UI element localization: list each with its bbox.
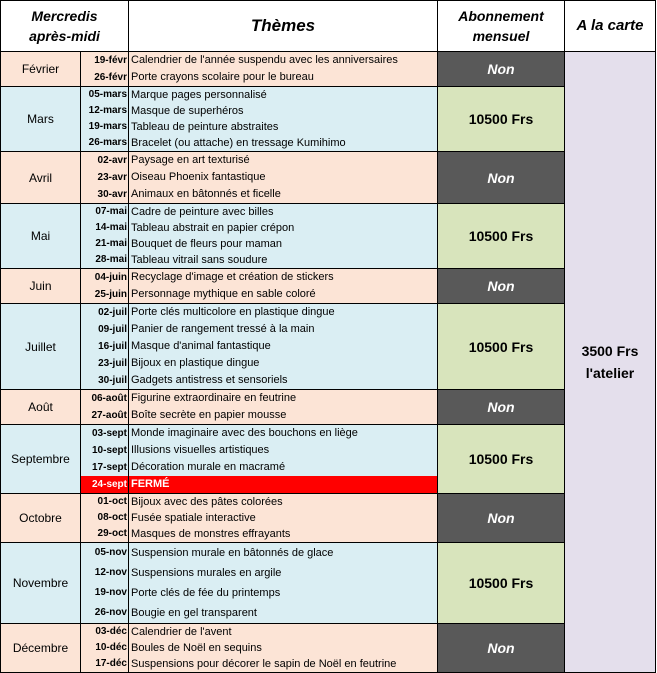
workshop-date: 19-févr xyxy=(94,55,127,66)
month-name: Avril xyxy=(1,152,81,204)
header-wednesdays xyxy=(1,1,129,52)
workshop-theme: Masque de superhéros xyxy=(131,105,244,117)
workshop-theme: Recyclage d'image et création de stickers xyxy=(131,271,334,283)
workshop-date: 12-nov xyxy=(94,567,127,578)
workshop-date: 04-juin xyxy=(94,272,127,283)
month-row xyxy=(1,87,656,152)
workshop-theme: Paysage en art texturisé xyxy=(131,154,250,166)
workshop-date: 01-oct xyxy=(97,496,127,507)
workshop-date: 26-févr xyxy=(94,72,127,83)
subscription-price: 10500 Frs xyxy=(438,304,565,390)
workshop-theme: Illusions visuelles artistiques xyxy=(131,444,270,456)
a-la-carte-price-amount: 3500 Frs xyxy=(581,343,639,359)
workshop-theme: Décoration murale en macramé xyxy=(131,461,286,473)
month-themes xyxy=(129,425,438,494)
subscription-price: 10500 Frs xyxy=(438,543,565,624)
workshop-theme: Gadgets antistress et sensoriels xyxy=(131,374,288,386)
workshop-date: 28-mai xyxy=(95,254,127,265)
workshop-date: 02-juil xyxy=(98,307,127,318)
month-themes xyxy=(129,204,438,269)
month-themes xyxy=(129,304,438,390)
workshop-theme: Bougie en gel transparent xyxy=(131,607,257,619)
workshop-theme: Cadre de peinture avec billes xyxy=(131,206,274,218)
workshop-theme: Personnage mythique en sable coloré xyxy=(131,288,316,300)
workshop-date: 17-déc xyxy=(95,658,127,669)
month-dates xyxy=(81,304,129,390)
workshop-date: 09-juil xyxy=(98,324,127,335)
month-name: Août xyxy=(1,390,81,425)
workshop-theme: Porte crayons scolaire pour le bureau xyxy=(131,71,314,83)
header-wednesdays-line1: Mercredis xyxy=(31,8,98,24)
workshop-theme: Oiseau Phoenix fantastique xyxy=(131,171,266,183)
subscription-price: Non xyxy=(438,269,565,304)
workshop-date: 27-août xyxy=(91,410,127,421)
closed-date: 24-sept xyxy=(81,476,128,493)
workshop-theme: Suspensions pour décorer le sapin de Noël en feutrine xyxy=(131,658,397,670)
month-name: Juillet xyxy=(1,304,81,390)
month-row xyxy=(1,204,656,269)
workshop-theme: Panier de rangement tressé à la main xyxy=(131,323,315,335)
workshop-date: 30-avr xyxy=(97,189,127,200)
month-row xyxy=(1,425,656,494)
workshop-theme: Masques de monstres effrayants xyxy=(131,528,291,540)
workshop-date: 21-mai xyxy=(95,238,127,249)
workshop-date: 10-sept xyxy=(91,445,127,456)
workshop-date: 07-mai xyxy=(95,206,127,217)
month-dates xyxy=(81,204,129,269)
subscription-price: Non xyxy=(438,624,565,673)
month-row xyxy=(1,624,656,673)
subscription-price: 10500 Frs xyxy=(438,87,565,152)
subscription-price: Non xyxy=(438,52,565,87)
header-subscription-line2: mensuel xyxy=(472,28,530,44)
month-dates xyxy=(81,152,129,204)
a-la-carte-price-unit: l'atelier xyxy=(585,365,635,381)
month-name: Septembre xyxy=(1,425,81,494)
month-name: Juin xyxy=(1,269,81,304)
month-themes xyxy=(129,269,438,304)
workshop-theme: Bracelet (ou attache) en tressage Kumihimo xyxy=(131,137,346,149)
workshop-date: 19-mars xyxy=(88,121,127,132)
workshop-date: 29-oct xyxy=(97,528,127,539)
workshop-theme: Suspensions murales en argile xyxy=(131,567,282,579)
workshop-date: 23-avr xyxy=(97,172,127,183)
workshop-date: 08-oct xyxy=(97,512,127,523)
month-name: Novembre xyxy=(1,543,81,624)
workshop-theme: Tableau de peinture abstraites xyxy=(131,121,279,133)
workshop-theme: Boules de Noël en sequins xyxy=(131,642,262,654)
month-dates xyxy=(81,269,129,304)
month-name: Octobre xyxy=(1,494,81,543)
workshop-theme: Bijoux en plastique dingue xyxy=(131,357,260,369)
workshop-date: 23-juil xyxy=(98,358,127,369)
workshop-theme: Tableau abstrait en papier crépon xyxy=(131,222,295,234)
schedule-body xyxy=(1,52,656,673)
month-row xyxy=(1,304,656,390)
workshop-theme: Porte clés de fée du printemps xyxy=(131,587,281,599)
workshop-date: 03-sept xyxy=(91,428,127,439)
workshop-date: 26-nov xyxy=(94,607,127,618)
workshop-date: 02-avr xyxy=(97,155,127,166)
subscription-price: 10500 Frs xyxy=(438,425,565,494)
workshop-date: 16-juil xyxy=(98,341,127,352)
month-dates xyxy=(81,425,129,494)
header-row xyxy=(1,1,656,52)
subscription-price: Non xyxy=(438,390,565,425)
workshop-theme: Calendrier de l'avent xyxy=(131,626,232,638)
workshop-date: 10-déc xyxy=(95,642,127,653)
month-themes xyxy=(129,494,438,543)
workshop-theme: Boîte secrète en papier mousse xyxy=(131,409,287,421)
workshop-theme: Fusée spatiale interactive xyxy=(131,512,256,524)
header-subscription-line1: Abonnement xyxy=(458,8,544,24)
month-themes xyxy=(129,390,438,425)
month-themes xyxy=(129,52,438,87)
workshop-theme: Animaux en bâtonnés et ficelle xyxy=(131,188,281,200)
closed-label: FERMÉ xyxy=(129,476,437,493)
month-name: Décembre xyxy=(1,624,81,673)
month-row xyxy=(1,269,656,304)
month-row xyxy=(1,52,656,87)
workshop-theme: Bijoux avec des pâtes colorées xyxy=(131,496,283,508)
subscription-price: 10500 Frs xyxy=(438,204,565,269)
month-name: Mai xyxy=(1,204,81,269)
month-row xyxy=(1,543,656,624)
month-name: Février xyxy=(1,52,81,87)
header-a-la-carte: A la carte xyxy=(565,1,656,52)
header-themes: Thèmes xyxy=(129,1,438,52)
workshop-theme: Tableau vitrail sans soudure xyxy=(131,254,268,266)
month-themes xyxy=(129,543,438,624)
month-themes xyxy=(129,152,438,204)
month-row xyxy=(1,152,656,204)
workshop-theme: Masque d'animal fantastique xyxy=(131,340,271,352)
workshop-date: 25-juin xyxy=(94,289,127,300)
workshop-theme: Marque pages personnalisé xyxy=(131,89,267,101)
month-dates xyxy=(81,494,129,543)
workshop-theme: Monde imaginaire avec des bouchons en liège xyxy=(131,427,358,439)
workshop-date: 14-mai xyxy=(95,222,127,233)
a-la-carte-price xyxy=(565,52,656,673)
workshop-date: 26-mars xyxy=(88,137,127,148)
header-wednesdays-line2: après-midi xyxy=(29,28,100,44)
workshop-date: 06-août xyxy=(91,393,127,404)
workshop-date: 30-juil xyxy=(98,375,127,386)
header-subscription xyxy=(438,1,565,52)
workshop-theme: Porte clés multicolore en plastique dingue xyxy=(131,306,335,318)
workshop-theme: Figurine extraordinaire en feutrine xyxy=(131,392,297,404)
month-row xyxy=(1,494,656,543)
month-dates xyxy=(81,87,129,152)
month-name: Mars xyxy=(1,87,81,152)
subscription-price: Non xyxy=(438,494,565,543)
workshop-date: 05-nov xyxy=(94,547,127,558)
workshop-theme: Suspension murale en bâtonnés de glace xyxy=(131,547,334,559)
workshop-theme: Bouquet de fleurs pour maman xyxy=(131,238,283,250)
workshop-date: 05-mars xyxy=(88,89,127,100)
workshop-date: 19-nov xyxy=(94,587,127,598)
month-dates xyxy=(81,543,129,624)
month-dates xyxy=(81,390,129,425)
workshop-date: 03-déc xyxy=(95,626,127,637)
subscription-price: Non xyxy=(438,152,565,204)
workshop-theme: Calendrier de l'année suspendu avec les anniversaires xyxy=(131,54,398,66)
month-dates xyxy=(81,624,129,673)
month-themes xyxy=(129,624,438,673)
month-themes xyxy=(129,87,438,152)
workshop-date: 17-sept xyxy=(91,462,127,473)
month-row xyxy=(1,390,656,425)
month-dates xyxy=(81,52,129,87)
workshop-date: 12-mars xyxy=(88,105,127,116)
